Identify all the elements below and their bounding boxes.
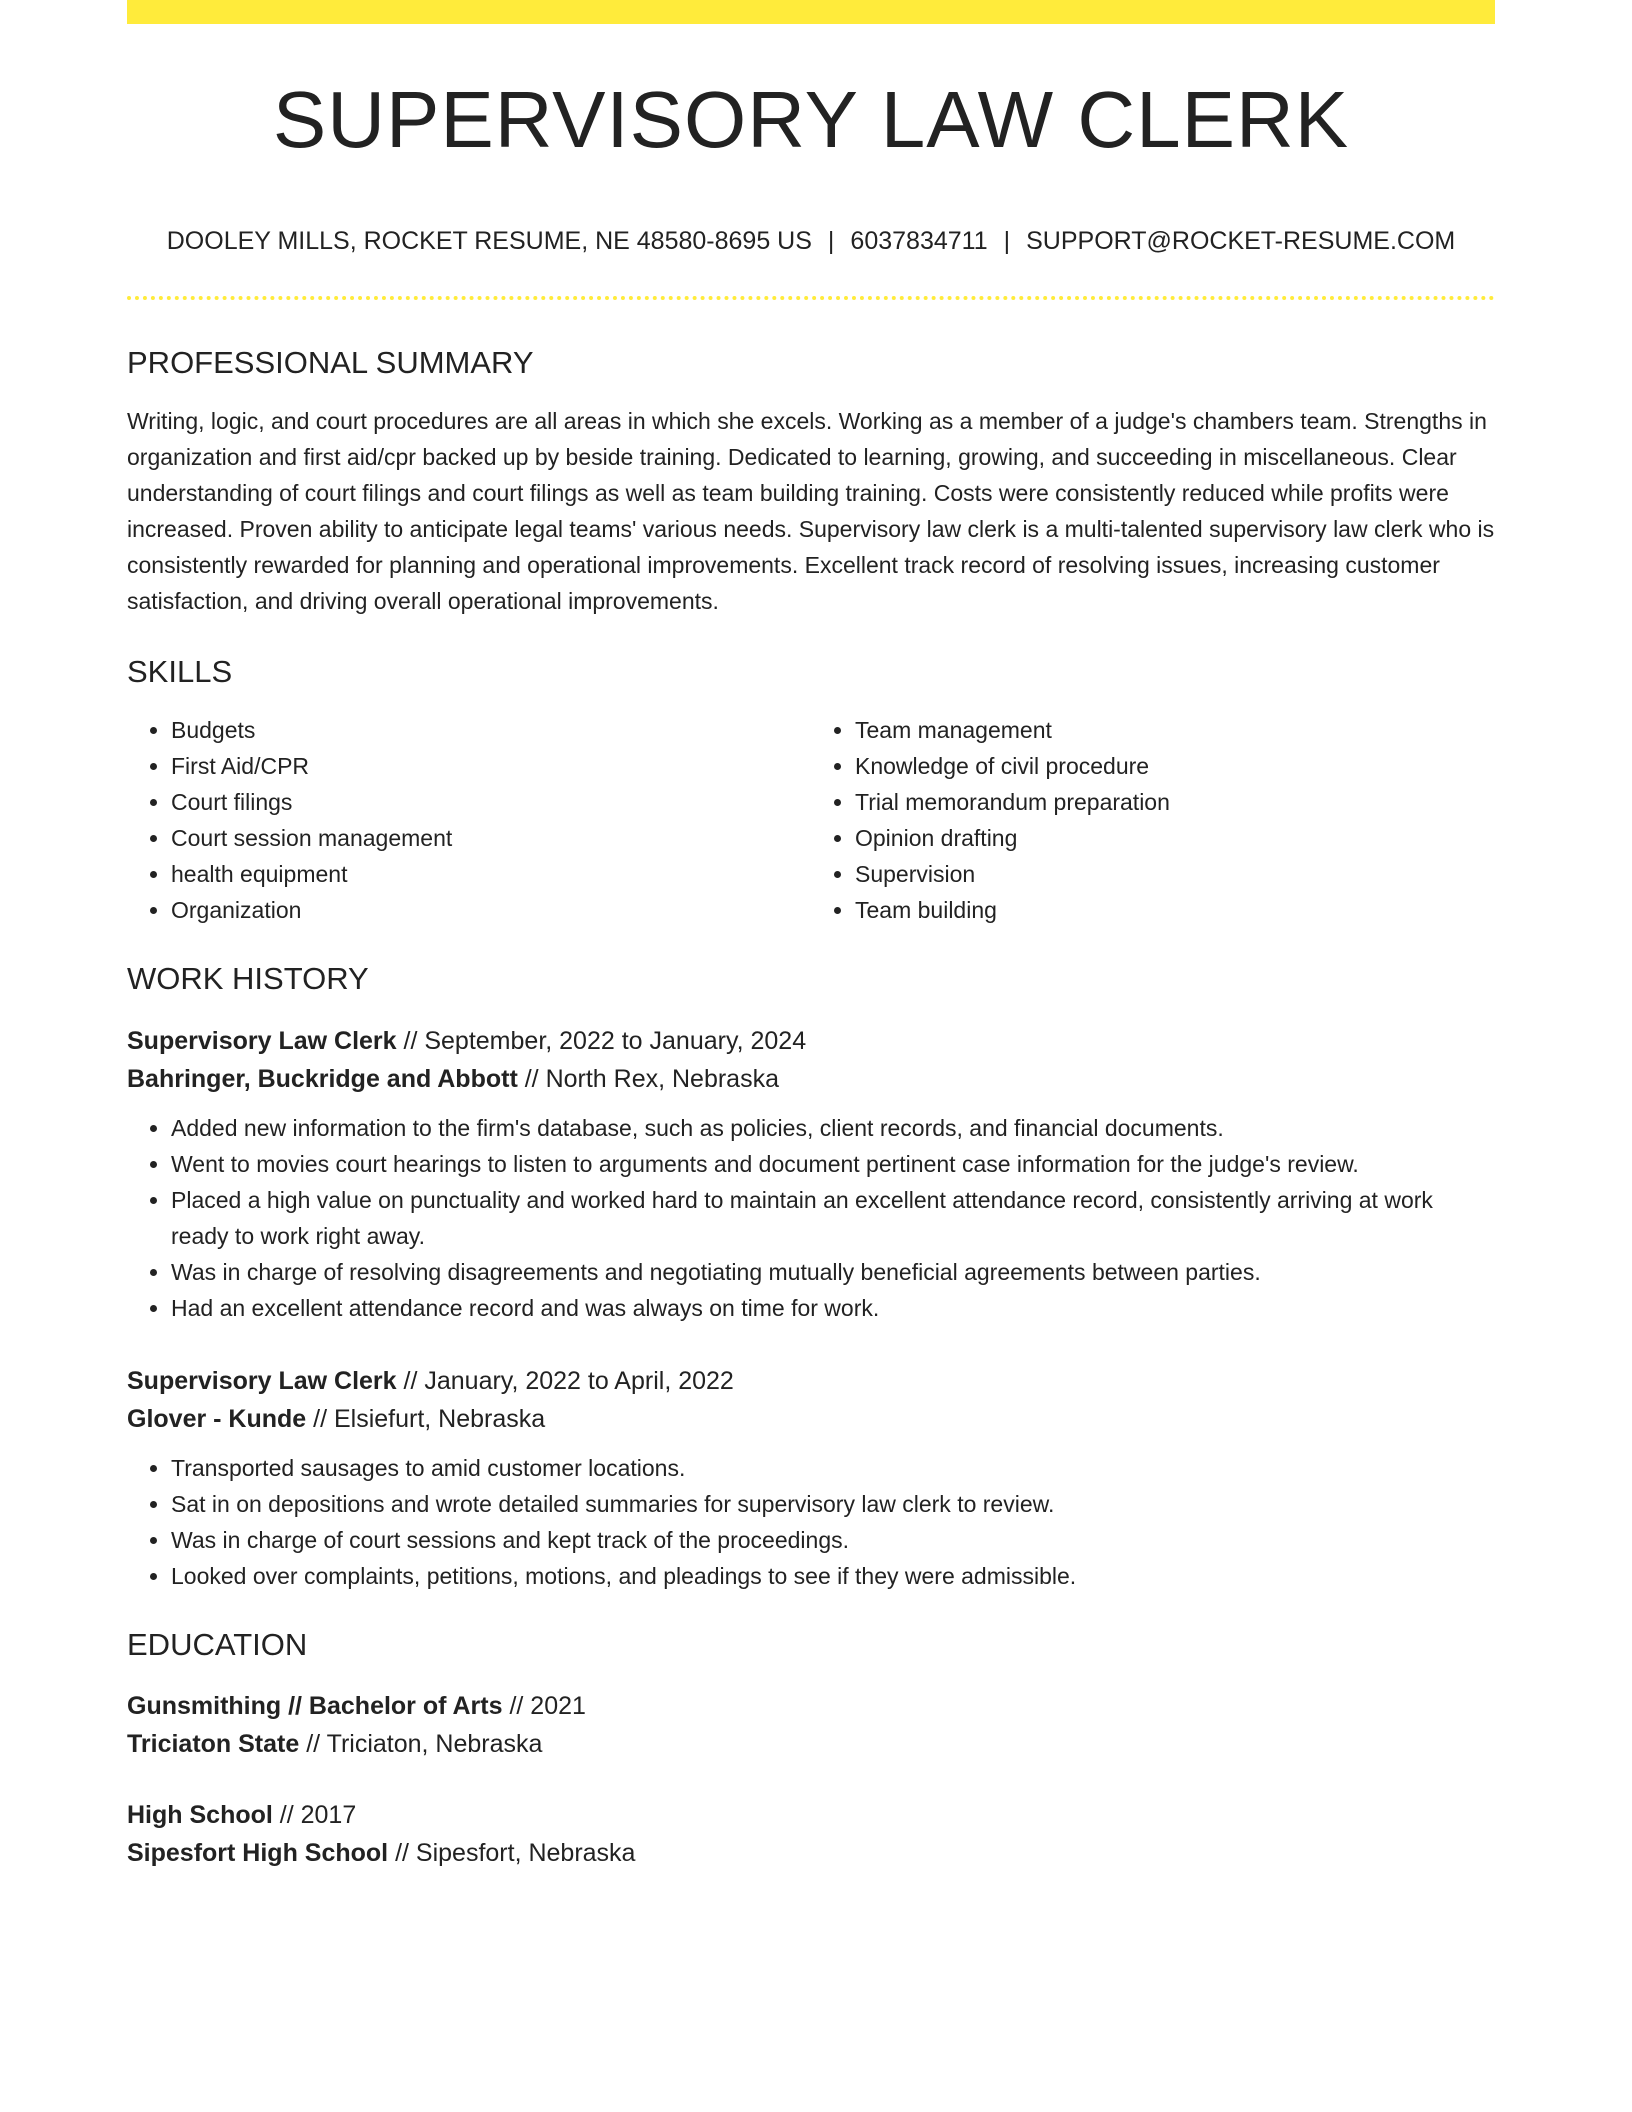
- job-dates: // September, 2022 to January, 2024: [403, 1026, 807, 1055]
- job-company: Bahringer, Buckridge and Abbott: [127, 1064, 518, 1093]
- skills-list: [127, 712, 1495, 928]
- job-dates: // January, 2022 to April, 2022: [403, 1366, 734, 1395]
- job-company-line: [127, 1400, 1495, 1438]
- education-location: // Sipesfort, Nebraska: [395, 1838, 636, 1867]
- contact-phone: 6037834711: [850, 227, 988, 255]
- contact-email: SUPPORT@ROCKET-RESUME.COM: [1026, 227, 1456, 255]
- skill-item: • Team building: [855, 892, 1495, 928]
- education-school: Triciaton State: [127, 1729, 300, 1758]
- education-school: Sipesfort High School: [127, 1838, 389, 1867]
- job-entry: [127, 1022, 1495, 1326]
- education-degree-line: [127, 1796, 1495, 1834]
- job-bullet: • Had an excellent attendance record and was always on time for work.: [171, 1290, 1495, 1326]
- skill-item: • Opinion drafting: [855, 820, 1495, 856]
- job-bullet: • Transported sausages to amid customer locations.: [171, 1450, 1495, 1486]
- job-title-line: [127, 1022, 1495, 1060]
- job-bullets: [127, 1450, 1495, 1594]
- education-school-line: [127, 1725, 1495, 1763]
- contact-separator: |: [827, 227, 835, 255]
- summary-text: Writing, logic, and court procedures are all areas in which she excels. Working as a member of a judge's chambers team. Strengths in organization and first aid/cpr backed up by beside training. Dedicated to learning, growing, and succeeding in miscellaneous. Clear understanding of court filings and court filings as well as team building training. Costs were consistently reduced while profits were increased. Proven ability to anticipate legal teams' various needs. Supervisory law clerk is a multi-talented supervisory law clerk who is consistently rewarded for planning and operational improvements. Excellent track record of resolving issues, increasing customer satisfaction, and driving overall operational improvements.: [127, 408, 1495, 615]
- education-school-line: [127, 1834, 1495, 1872]
- skill-item: • First Aid/CPR: [171, 748, 811, 784]
- skills-heading: SKILLS: [127, 654, 233, 690]
- job-bullet: • Placed a high value on punctuality and worked hard to maintain an excellent attendance record, consistently arriving at work ready to work right away.: [171, 1182, 1495, 1254]
- job-company: Glover - Kunde: [127, 1404, 307, 1433]
- job-bullets: [127, 1110, 1495, 1326]
- skill-item: • health equipment: [171, 856, 811, 892]
- job-title-line: [127, 1362, 1495, 1400]
- skill-item: • Knowledge of civil procedure: [855, 748, 1495, 784]
- education-degree: Gunsmithing // Bachelor of Arts: [127, 1691, 503, 1720]
- contact-separator: |: [1003, 227, 1011, 255]
- skill-item: • Court filings: [171, 784, 811, 820]
- education-entry: [127, 1687, 1495, 1763]
- education-entry: [127, 1796, 1495, 1872]
- education-heading: EDUCATION: [127, 1626, 308, 1662]
- skill-item: • Budgets: [171, 712, 811, 748]
- work-history-heading: WORK HISTORY: [127, 961, 369, 997]
- education-degree: High School: [127, 1800, 273, 1829]
- education-year: // 2017: [279, 1800, 357, 1829]
- skill-item: • Supervision: [855, 856, 1495, 892]
- resume-page: [127, 0, 1495, 1872]
- education-year: // 2021: [509, 1691, 586, 1720]
- job-title: Supervisory Law Clerk: [127, 1366, 397, 1395]
- summary-heading: PROFESSIONAL SUMMARY: [127, 345, 534, 380]
- education-location: // Triciaton, Nebraska: [306, 1729, 543, 1758]
- skill-item: • Trial memorandum preparation: [855, 784, 1495, 820]
- job-bullet: • Was in charge of court sessions and kept track of the proceedings.: [171, 1522, 1495, 1558]
- resume-title: SUPERVISORY LAW CLERK: [272, 75, 1350, 164]
- job-title: Supervisory Law Clerk: [127, 1026, 397, 1055]
- job-location: // Elsiefurt, Nebraska: [313, 1404, 546, 1433]
- job-location: // North Rex, Nebraska: [524, 1064, 779, 1093]
- contact-line: [127, 226, 1495, 256]
- skill-item: • Court session management: [171, 820, 811, 856]
- contact-address: DOOLEY MILLS, ROCKET RESUME, NE 48580-8695 US: [166, 227, 812, 255]
- job-entry: [127, 1362, 1495, 1594]
- skill-item: • Organization: [171, 892, 811, 928]
- job-bullet: • Was in charge of resolving disagreements and negotiating mutually beneficial agreements between parties.: [171, 1254, 1495, 1290]
- job-bullet: • Sat in on depositions and wrote detailed summaries for supervisory law clerk to review.: [171, 1486, 1495, 1522]
- skills-column-left: [127, 712, 811, 928]
- skills-column-right: [811, 712, 1495, 928]
- job-bullet: • Added new information to the firm's database, such as policies, client records, and financial documents.: [171, 1110, 1495, 1146]
- job-bullet: • Looked over complaints, petitions, motions, and pleadings to see if they were admissible.: [171, 1558, 1495, 1594]
- accent-top-bar: [127, 0, 1495, 24]
- education-degree-line: [127, 1687, 1495, 1725]
- job-company-line: [127, 1060, 1495, 1098]
- skill-item: • Team management: [855, 712, 1495, 748]
- dotted-divider: [127, 296, 1495, 300]
- job-bullet: • Went to movies court hearings to listen to arguments and document pertinent case information for the judge's review.: [171, 1146, 1495, 1182]
